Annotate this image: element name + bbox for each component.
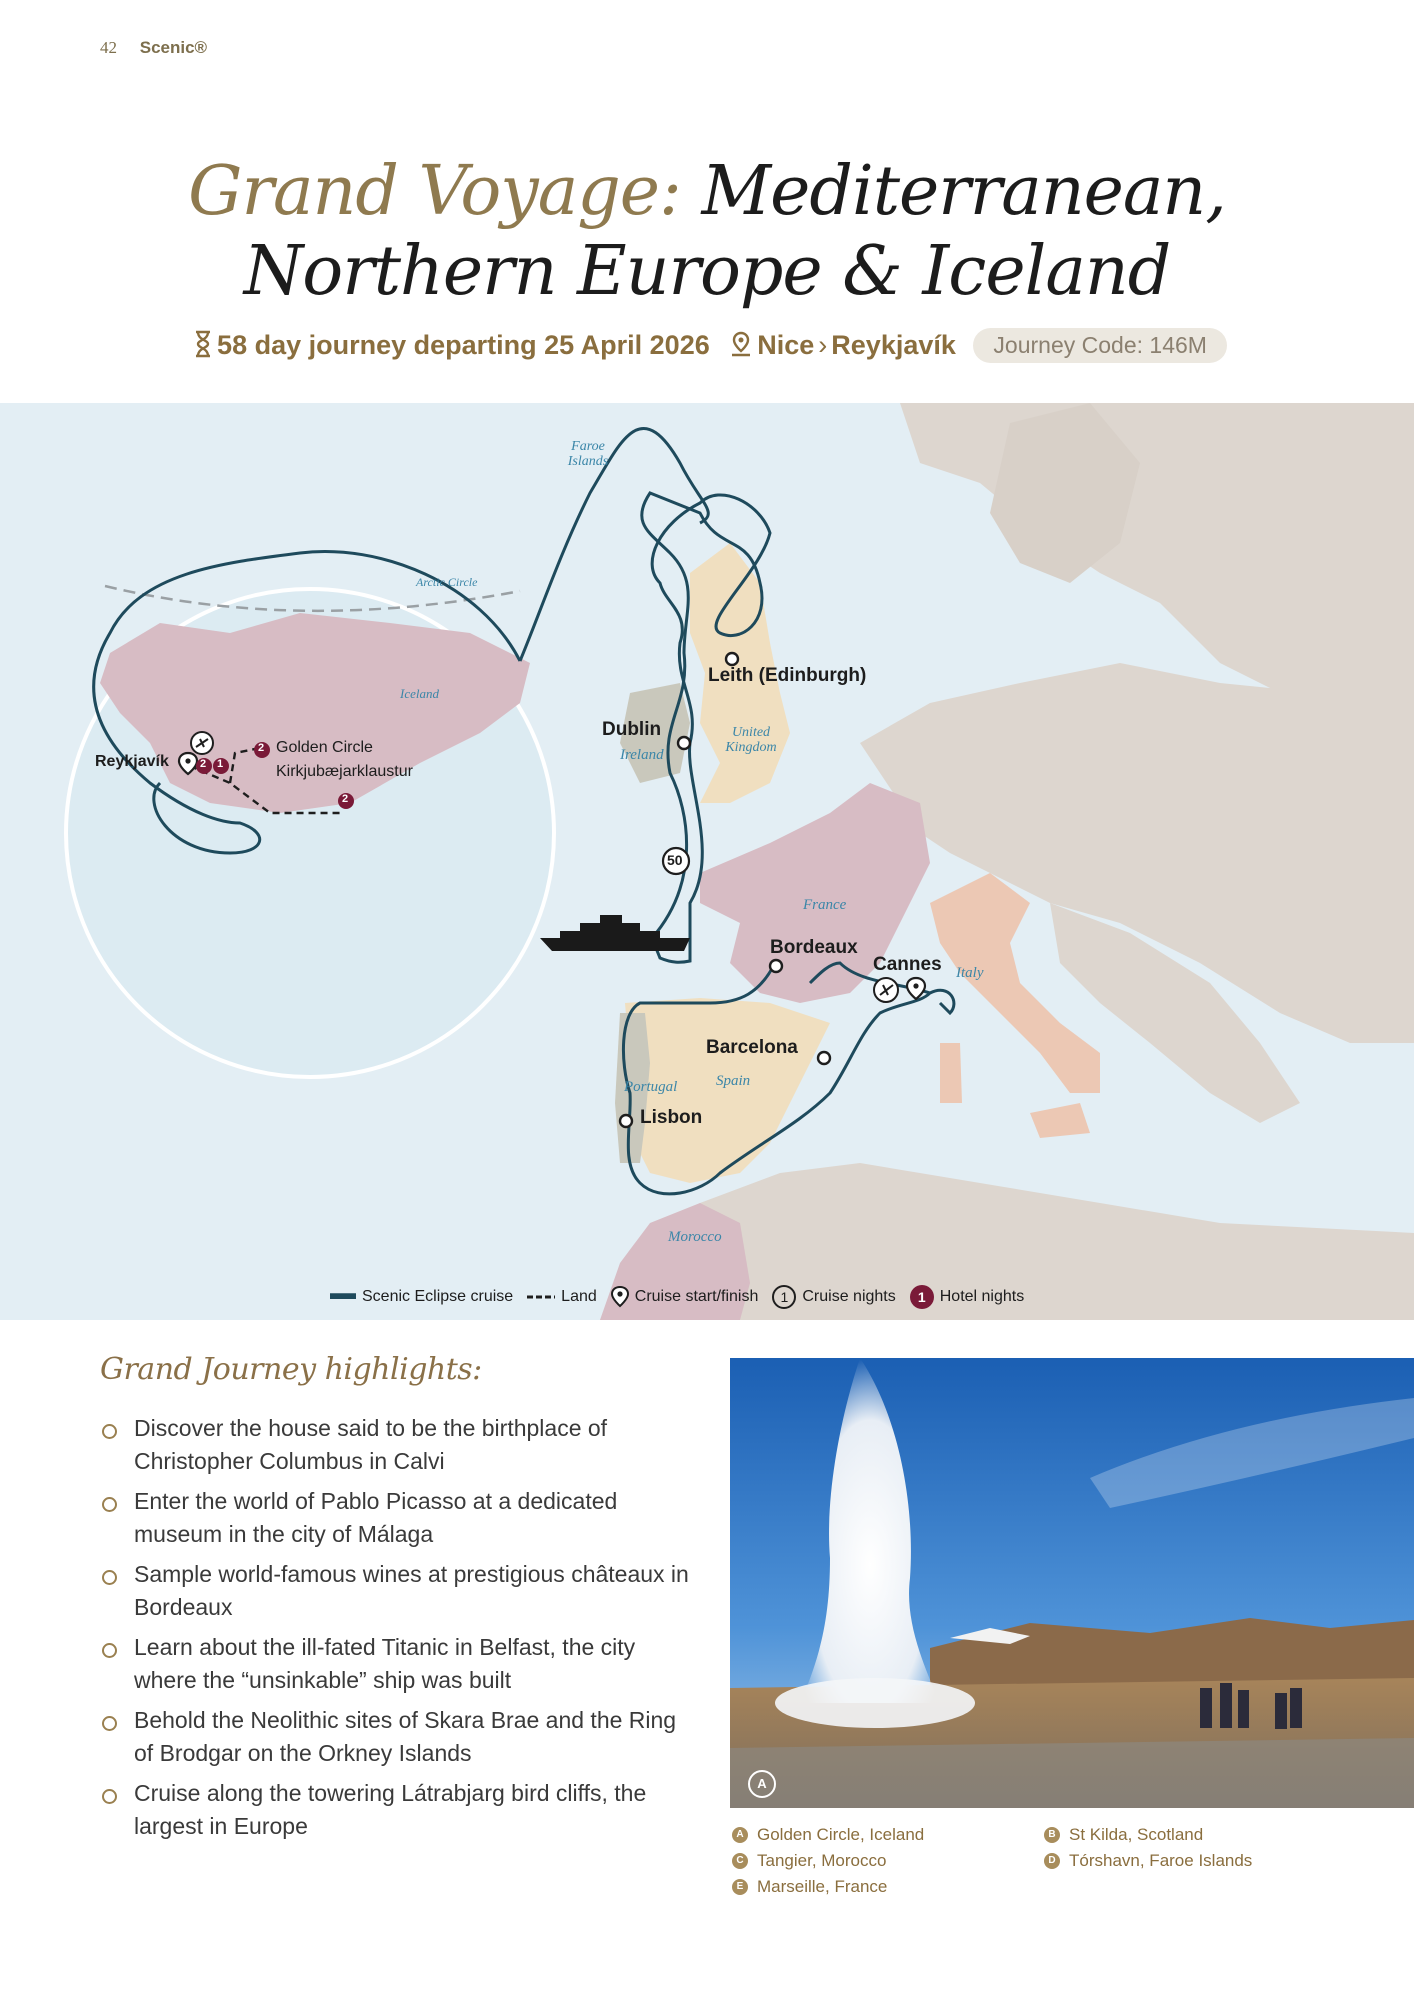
hotel-nights-reykjavik-a: 2 <box>200 758 207 770</box>
cruise-nights-legend-badge: 1 <box>772 1285 796 1309</box>
country-portugal: Portugal <box>624 1079 678 1095</box>
list-item: Sample world-famous wines at prestigious châteaux in Bordeaux <box>100 1558 700 1624</box>
title-line-1: Mediterranean, <box>701 152 1226 231</box>
country-iceland: Iceland <box>400 686 439 701</box>
label-barcelona: Barcelona <box>706 1037 798 1058</box>
title-accent: Grand Voyage: <box>188 152 681 231</box>
list-item: Learn about the ill-fated Titanic in Belfast, the city where the “unsinkable” ship was built <box>100 1631 700 1697</box>
land-sicily <box>1030 1103 1090 1138</box>
country-ireland: Ireland <box>620 747 664 763</box>
marker-barcelona <box>818 1052 830 1064</box>
list-item: Enter the world of Pablo Picasso at a dedicated museum in the city of Málaga <box>100 1485 700 1551</box>
page-header <box>100 38 207 58</box>
highlights-title: Grand Journey highlights: <box>100 1352 482 1387</box>
legend-land: Land <box>527 1288 597 1306</box>
legend-cruise: Scenic Eclipse cruise <box>330 1288 513 1306</box>
country-italy: Italy <box>956 965 984 981</box>
route-map <box>0 403 1414 1320</box>
country-morocco: Morocco <box>668 1229 722 1245</box>
label-bordeaux: Bordeaux <box>770 937 858 958</box>
map-legend <box>330 1285 1038 1309</box>
title-line-2: Northern Europe & Iceland <box>243 232 1171 311</box>
ship-icon <box>540 915 690 951</box>
label-lisbon: Lisbon <box>640 1107 703 1128</box>
country-france: France <box>803 897 847 913</box>
caption-item: D Tórshavn, Faroe Islands <box>1044 1848 1252 1874</box>
duration-text: 58 day journey departing 25 April 2026 <box>217 330 710 360</box>
marker-bordeaux <box>770 960 782 972</box>
chevron-right-icon: › <box>818 330 828 360</box>
hourglass-icon <box>193 330 213 358</box>
list-item: Discover the house said to be the birthplace of Christopher Columbus in Calvi <box>100 1412 700 1478</box>
route <box>729 330 956 361</box>
route-to: Reykjavík <box>831 330 956 360</box>
hotel-nights-golden-circle: 2 <box>258 742 265 754</box>
caption-badge: D <box>1044 1853 1060 1869</box>
caption-badge: C <box>732 1853 748 1869</box>
marker-leith <box>726 653 738 665</box>
cruise-line-icon <box>330 1294 356 1300</box>
highlights-list <box>100 1412 700 1850</box>
captions-right <box>1044 1822 1252 1874</box>
route-from: Nice <box>757 330 815 360</box>
label-cannes: Cannes <box>873 954 942 975</box>
pin-icon <box>611 1285 629 1309</box>
geyser-photo <box>730 1358 1414 1808</box>
photo-tag: A <box>748 1770 776 1798</box>
country-uk: United Kingdom <box>725 725 777 755</box>
geyser-illustration <box>730 1358 1414 1808</box>
caption-badge: E <box>732 1879 748 1895</box>
hotel-nights-reykjavik-b: 1 <box>217 758 224 770</box>
cruise-nights-number: 50 <box>667 852 683 868</box>
caption-item: E Marseille, France <box>732 1874 924 1900</box>
label-golden-circle: Golden Circle <box>276 739 373 756</box>
caption-badge: A <box>732 1827 748 1843</box>
list-item: Behold the Neolithic sites of Skara Brae and the Ring of Brodgar on the Orkney Islands <box>100 1704 700 1770</box>
captions-left <box>732 1822 924 1900</box>
legend-hotel-nights: 1 Hotel nights <box>910 1285 1025 1309</box>
marker-dublin <box>678 737 690 749</box>
land-line-icon <box>527 1294 555 1300</box>
list-item: Cruise along the towering Látrabjarg bird cliffs, the largest in Europe <box>100 1777 700 1843</box>
country-spain: Spain <box>716 1073 751 1089</box>
airport-icon-reykjavik <box>191 732 213 754</box>
journey-code-badge: Journey Code: 146M <box>973 328 1227 363</box>
duration <box>193 330 710 361</box>
label-reykjavik: Reykjavík <box>95 753 169 770</box>
caption-badge: B <box>1044 1827 1060 1843</box>
hotel-nights-kirkjubaejarklaustur: 2 <box>342 793 349 805</box>
label-leith: Leith (Edinburgh) <box>708 665 867 686</box>
label-arctic-circle: Arctic Circle <box>416 575 478 589</box>
caption-item: A Golden Circle, Iceland <box>732 1822 924 1848</box>
caption-item: B St Kilda, Scotland <box>1044 1822 1252 1848</box>
hotel-nights-legend-badge: 1 <box>910 1285 934 1309</box>
brand-name: Scenic® <box>139 38 208 57</box>
page-number: 42 <box>100 38 117 57</box>
airport-icon-nice <box>874 978 898 1002</box>
legend-cruise-nights: 1 Cruise nights <box>772 1285 895 1309</box>
page-title <box>0 152 1414 312</box>
map-graphic <box>0 403 1414 1320</box>
land-sardinia <box>940 1043 962 1103</box>
label-dublin: Dublin <box>602 719 662 740</box>
journey-meta <box>0 328 1414 363</box>
label-kirkjubaejarklaustur: Kirkjubæjarklaustur <box>276 763 413 780</box>
caption-item: C Tangier, Morocco <box>732 1848 924 1874</box>
marker-lisbon <box>620 1115 632 1127</box>
location-pin-icon <box>729 330 753 358</box>
legend-start-finish: Cruise start/finish <box>611 1285 759 1309</box>
label-faroe-islands: Faroe Islands <box>567 439 609 469</box>
